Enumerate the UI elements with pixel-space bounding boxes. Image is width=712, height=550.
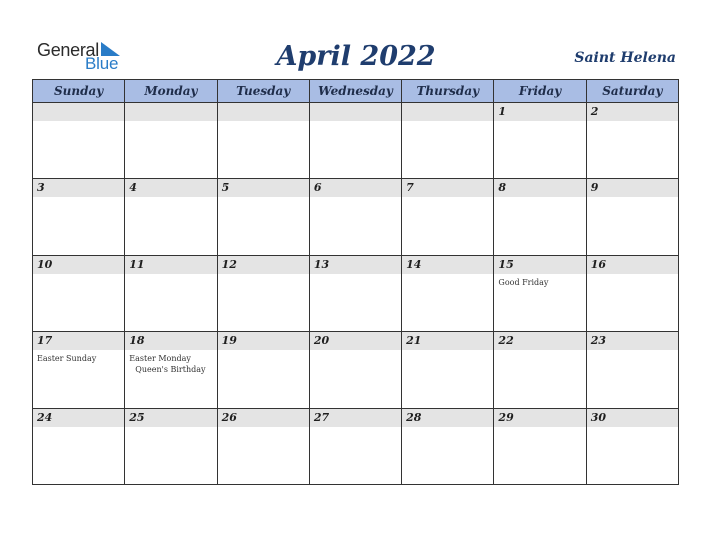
day-number: 26 [221,410,237,424]
day-cell [494,332,586,408]
day-cell [310,179,402,255]
day-number-bar [218,179,309,197]
day-number-bar [310,103,401,121]
day-number: 21 [406,334,422,348]
calendar-grid [32,79,679,485]
day-number: 27 [313,410,330,424]
day-cell [33,103,125,179]
weekday-header-sunday: Sunday [33,80,125,103]
weekday-header-wednesday: Wednesday [310,80,402,103]
day-cell [33,332,125,408]
day-cell [125,179,217,255]
day-number: 5 [221,181,230,195]
day-number-bar [218,103,309,121]
day-cell [402,179,494,255]
day-number-bar [125,103,216,121]
weekday-header-friday: Friday [494,80,586,103]
day-cell [125,103,217,179]
day-number: 18 [129,334,145,348]
day-cell [587,103,679,179]
holiday-label: Good Friday [498,277,549,287]
day-number: 15 [498,257,514,271]
day-number: 14 [406,257,422,271]
day-number: 25 [129,410,145,424]
day-number: 7 [406,181,414,195]
day-number: 30 [590,410,607,424]
weekday-header-monday: Monday [125,80,217,103]
day-cell [494,103,586,179]
day-number: 28 [406,410,422,424]
logo-text-blue: Blue [85,54,119,73]
day-cell [310,332,402,408]
day-number-bar [310,179,401,197]
day-cell [310,256,402,332]
day-cell [125,332,217,408]
calendar-title: April 2022 [276,41,436,72]
day-number: 16 [590,257,607,271]
day-number: 6 [313,181,322,195]
holiday-label: Queen's Birthday [135,365,206,375]
weekday-header-thursday: Thursday [402,80,494,103]
logo-text-general: General [37,40,99,60]
day-cell [494,256,586,332]
day-number-bar [33,103,124,121]
day-cell [125,256,217,332]
day-number: 17 [37,334,53,348]
day-cell [402,332,494,408]
day-cell [587,256,679,332]
day-number: 2 [590,105,599,118]
day-number: 23 [590,334,607,348]
day-number-bar [494,179,585,197]
day-number-bar [494,103,585,121]
day-number-bar [402,103,493,121]
weekday-header-saturday: Saturday [587,80,679,103]
weekday-header-tuesday: Tuesday [218,80,310,103]
day-number-bar [402,179,493,197]
day-number: 13 [313,257,330,271]
day-cell [218,179,310,255]
day-number: 12 [221,257,237,271]
day-number: 3 [37,181,45,195]
day-number: 4 [129,181,137,195]
day-cell [587,409,679,485]
day-cell [310,409,402,485]
day-number: 19 [221,334,237,348]
day-cell [587,179,679,255]
day-number: 1 [498,105,507,118]
day-number-bar [33,179,124,197]
day-number: 11 [129,257,145,271]
day-cell [33,256,125,332]
day-number: 24 [37,410,53,424]
day-number: 20 [313,334,330,348]
day-cell [494,409,586,485]
day-number: 22 [498,334,514,348]
day-cell [125,409,217,485]
day-number-bar [587,103,678,121]
day-cell [494,179,586,255]
day-cell [402,103,494,179]
day-cell [310,103,402,179]
day-cell [33,179,125,255]
day-number-bar [125,179,216,197]
day-cell [402,409,494,485]
holiday-label: Easter Sunday [37,354,97,364]
day-cell [33,409,125,485]
region-label: Saint Helena [574,50,676,66]
day-number: 8 [498,181,507,195]
day-cell [218,256,310,332]
day-number-bar [587,179,678,197]
day-cell [402,256,494,332]
day-number: 9 [590,181,599,195]
day-number: 29 [498,410,514,424]
day-cell [218,409,310,485]
day-number: 10 [37,257,53,271]
holiday-label: Easter Monday [129,354,191,364]
day-cell [218,332,310,408]
day-cell [218,103,310,179]
day-cell [587,332,679,408]
